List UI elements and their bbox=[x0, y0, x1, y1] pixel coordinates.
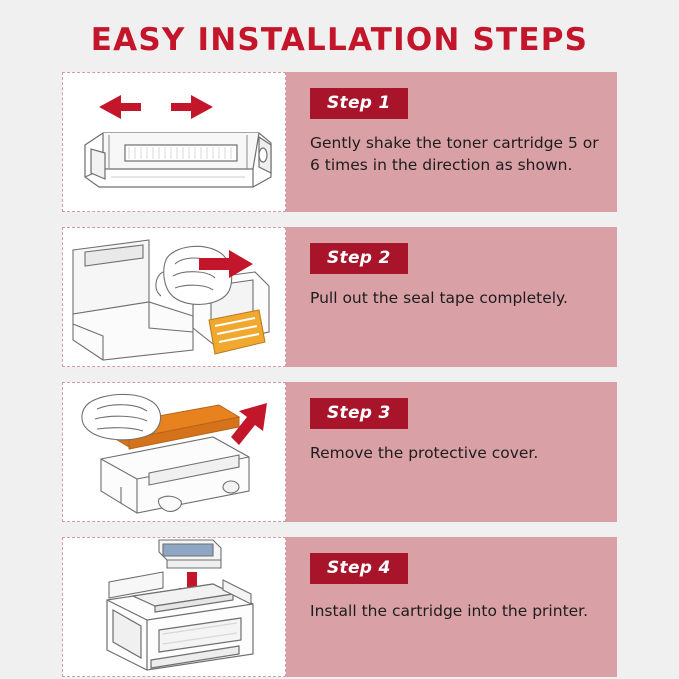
step-4-description: Install the cartridge into the printer. bbox=[310, 602, 589, 620]
cartridge-into-printer-icon bbox=[63, 538, 285, 676]
step-3-badge: Step 3 bbox=[310, 398, 408, 429]
step-1-description: Gently shake the toner cartridge 5 or 6 times in the direction as shown. bbox=[310, 134, 599, 175]
step-3-illustration bbox=[62, 382, 286, 522]
step-2-description: Pull out the seal tape completely. bbox=[310, 289, 568, 307]
step-4-illustration bbox=[62, 537, 286, 677]
step-row bbox=[62, 382, 617, 522]
step-2-illustration bbox=[62, 227, 286, 367]
step-4-text-panel bbox=[286, 537, 617, 677]
toner-cartridge-shake-icon bbox=[63, 73, 285, 211]
step-1-badge: Step 1 bbox=[310, 88, 408, 119]
step-row bbox=[62, 227, 617, 367]
step-2-text-panel bbox=[286, 227, 617, 367]
step-3-text-panel bbox=[286, 382, 617, 522]
page-title: EASY INSTALLATION STEPS bbox=[90, 22, 589, 58]
step-1-text-panel bbox=[286, 72, 617, 212]
steps-list bbox=[62, 72, 617, 677]
step-row bbox=[62, 72, 617, 212]
hand-pulling-seal-tape-icon bbox=[63, 228, 285, 366]
step-row bbox=[62, 537, 617, 677]
step-2-badge: Step 2 bbox=[310, 243, 408, 274]
step-1-illustration bbox=[62, 72, 286, 212]
step-4-badge: Step 4 bbox=[310, 553, 408, 584]
step-3-description: Remove the protective cover. bbox=[310, 444, 539, 462]
hand-removing-protective-cover-icon bbox=[63, 383, 285, 521]
